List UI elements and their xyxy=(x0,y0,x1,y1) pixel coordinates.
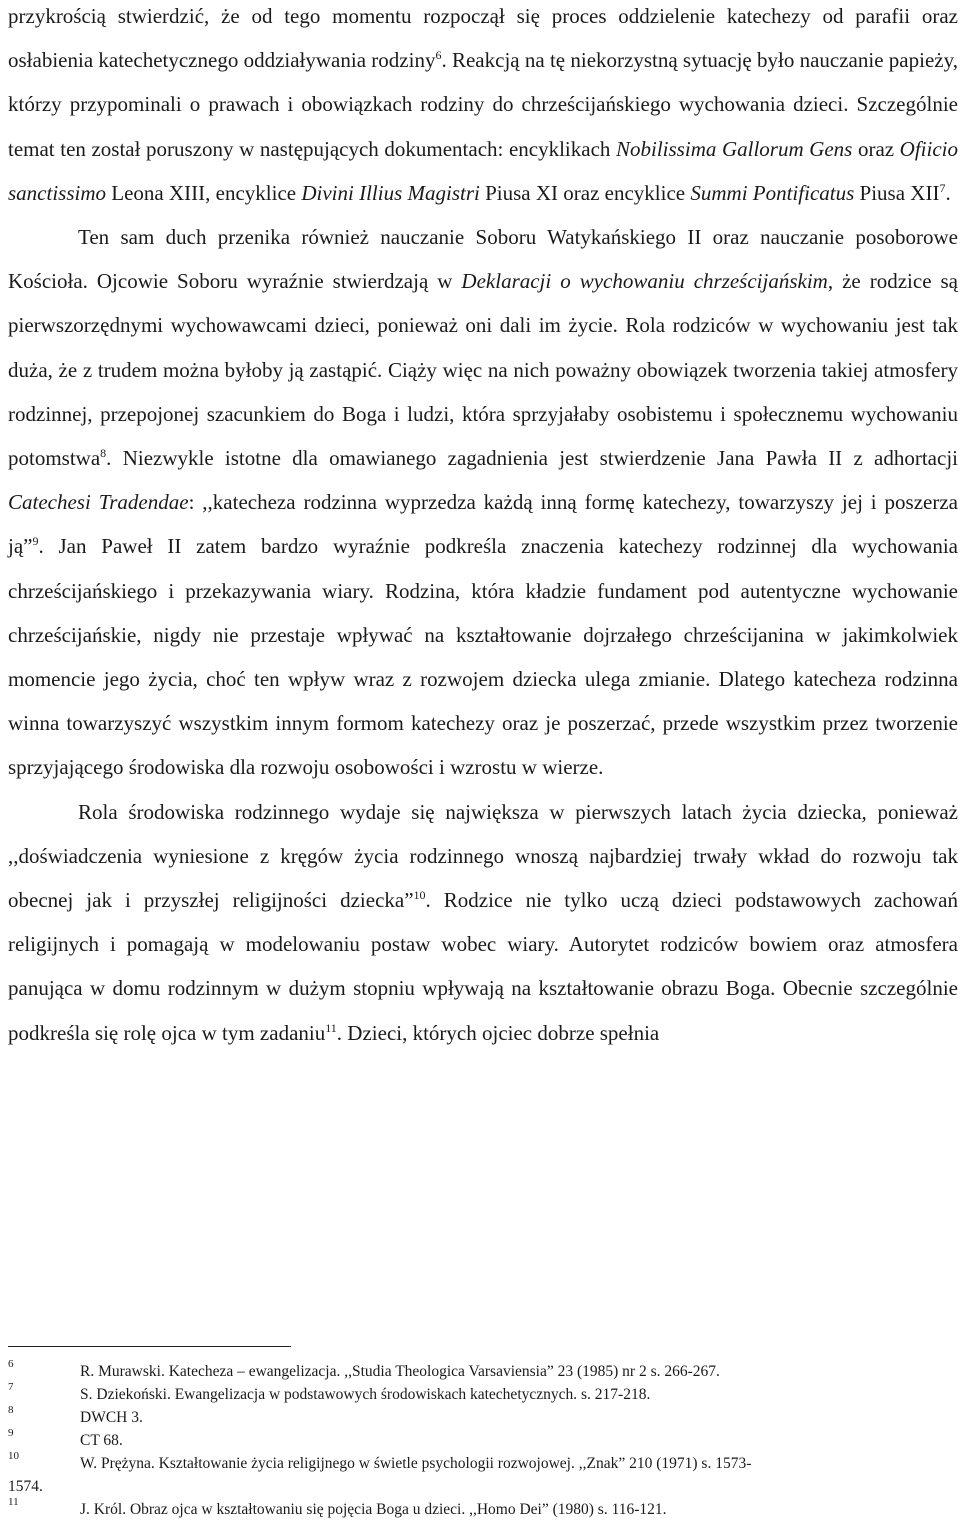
footnote-ref: 8 xyxy=(100,446,107,461)
footnote xyxy=(8,1475,948,1498)
text-run: oraz xyxy=(852,136,900,161)
footnote-text: J. Król. Obraz ojca w kształtowaniu się pojęcia Boga u dzieci. ,,Homo Dei” (1980) s. 116-121. xyxy=(80,1501,667,1518)
footnote xyxy=(8,1452,948,1475)
text-run: . Niezwykle istotne dla omawianego zagadnienia jest stwierdzenie Jana Pawła II z adhortacji xyxy=(106,446,958,471)
footnote-number: 8 xyxy=(8,1404,14,1416)
footnote-ref: 6 xyxy=(435,48,442,63)
text-run: . Dzieci, których ojciec dobrze spełnia xyxy=(336,1020,660,1045)
footnote-ref: 7 xyxy=(939,180,946,195)
footnote-number: 10 xyxy=(8,1450,19,1462)
footnote xyxy=(8,1383,948,1406)
document-title-italic: Summi Pontificatus xyxy=(690,180,855,205)
footnote-separator xyxy=(8,1346,291,1347)
text-run: Ten sam duch przenika również nauczanie Soboru Watykańskiego II oraz nauczanie posoborowe Kościoła. Ojcowie Soboru wyraźnie stwierdzają w xyxy=(8,225,958,294)
footnote-ref: 10 xyxy=(413,888,426,903)
footnote xyxy=(8,1360,948,1383)
footnote-text: W. Prężyna. Kształtowanie życia religijnego w świetle psychologii rozwojowej. ,,Znak” 210 (1971) s. 1573- xyxy=(80,1455,752,1472)
footnote-ref: 11 xyxy=(325,1020,337,1035)
text-run: przykrością stwierdzić, że od tego momentu rozpoczął się proces oddzielenie katechezy od parafii oraz osłabienia katechetycznego oddziaływania rodziny xyxy=(8,4,958,73)
text-run: . xyxy=(945,180,951,205)
footnote-number: 9 xyxy=(8,1427,14,1439)
footnote-text: CT 68. xyxy=(80,1432,123,1449)
footnote xyxy=(8,1406,948,1429)
footnote-text: 1574. xyxy=(8,1478,43,1495)
text-run: , że rodzice są pierwszorzędnymi wychowawcami dzieci, ponieważ oni dali im życie. Rola rodziców w wychowaniu jest tak duża, że z trudem można byłoby ją zastąpić. Ciąży więc na nich poważny obowiązek tworzenia takiej atmosfery rodzinnej, przepojonej szacunkiem do Boga i ludzi, która sprzyjałaby osobistemu i społecznemu wychowaniu potomstwa xyxy=(8,269,958,471)
footnote xyxy=(8,1429,948,1452)
footnotes xyxy=(8,1360,948,1521)
text-run: Piusa XII xyxy=(854,180,940,205)
document-title-italic: Catechesi Tradendae xyxy=(8,490,189,515)
paragraph xyxy=(8,790,958,1055)
document-title-italic: Deklaracji o wychowaniu chrześcijańskim xyxy=(461,269,828,294)
text-run: . Reakcją na tę niekorzystną sytuację było nauczanie papieży, którzy przypominali o prawach i obowiązkach rodziny do chrześcijańskiego wychowania dzieci. Szczególnie temat ten został poruszony w następujących dokumentach: encyklikach xyxy=(8,48,958,161)
footnote-number: 7 xyxy=(8,1381,14,1393)
paragraph xyxy=(8,215,958,790)
document-title-italic: Ofiicio sanctissimo xyxy=(8,136,958,205)
text-run: : ,,katecheza rodzinna wyprzedza każdą inną formę katechezy, towarzyszy jej i poszerza ją” xyxy=(8,490,958,559)
footnote-text: S. Dziekoński. Ewangelizacja w podstawowych środowiskach katechetycznych. s. 217-218. xyxy=(80,1386,651,1403)
paragraph xyxy=(8,0,958,215)
footnote-text: R. Murawski. Katecheza – ewangelizacja. ,,Studia Theologica Varsaviensia” 23 (1985) nr 2 s. 266-267. xyxy=(80,1363,720,1380)
text-run: . Jan Paweł II zatem bardzo wyraźnie podkreśla znaczenia katechezy rodzinnej dla wychowania chrześcijańskiego i przekazywania wiary. Rodzina, która kładzie fundament pod autentyczne wychowanie chrześcijańskie, nigdy nie przestaje wpływać na kształtowanie dojrzałego chrześcijanina w jakimkolwiek momencie jego życia, choć ten wpływ wraz z rozwojem dziecka ulega zmianie. Dlatego katecheza rodzinna winna towarzyszyć wszystkim innym formom katechezy oraz je poszerzać, przede wszystkim przez tworzenie sprzyjającego środowiska dla rozwoju osobowości i wzrostu w wierze. xyxy=(8,534,958,780)
footnote-number: 6 xyxy=(8,1358,14,1370)
body-text xyxy=(8,0,958,1055)
footnote-number: 11 xyxy=(8,1496,19,1508)
text-run: Piusa XI oraz encyklice xyxy=(479,180,691,205)
text-run: Rola środowiska rodzinnego wydaje się największa w pierwszych latach życia dziecka, ponieważ ,,doświadczenia wyniesione z kręgów życia rodzinnego wnoszą najbardziej trwały wkład do rozwoju tak obecnej jak i przyszłej religijności dziecka” xyxy=(8,799,958,913)
footnote-ref: 9 xyxy=(32,534,39,549)
footnote xyxy=(8,1498,948,1521)
document-title-italic: Nobilissima Gallorum Gens xyxy=(616,136,853,161)
document-title-italic: Divini Illius Magistri xyxy=(301,180,480,205)
text-run: Leona XIII, encyklice xyxy=(106,180,302,205)
footnote-text: DWCH 3. xyxy=(80,1409,143,1426)
text-run: . Rodzice nie tylko uczą dzieci podstawowych zachowań religijnych i pomagają w modelowaniu postaw wobec wiary. Autorytet rodziców bowiem oraz atmosfera panująca w domu rodzinnym w dużym stopniu wpływają na kształtowanie obrazu Boga. Obecnie szczególnie podkreśla się rolę ojca w tym zadaniu xyxy=(8,888,958,1045)
